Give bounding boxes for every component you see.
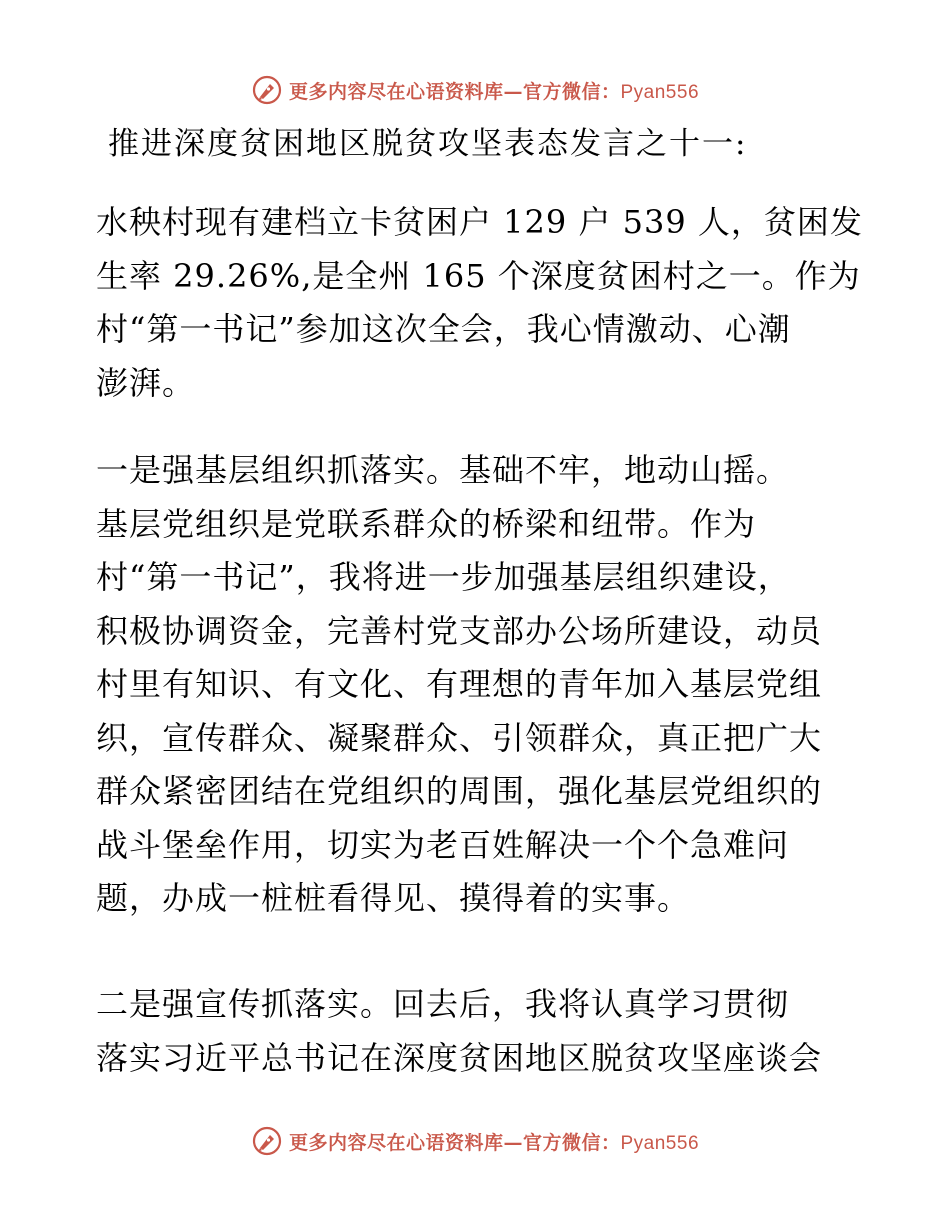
text-line: 落实习近平总书记在深度贫困地区脱贫攻坚座谈会 xyxy=(96,1038,823,1077)
header-watermark xyxy=(0,70,950,110)
pen-nib-logo-icon xyxy=(251,74,283,106)
document-title: 推进深度贫困地区脱贫攻坚表态发言之十一: xyxy=(108,126,748,162)
text-line: 村“第一书记”，我将进一步加强基层组织建设， xyxy=(96,558,791,596)
text-line: 基层党组织是党联系群众的桥梁和纽带。作为 xyxy=(96,504,757,543)
watermark-text: 更多内容尽在心语资料库—官方微信：Pyan556 xyxy=(288,1131,700,1154)
paragraph-publicity xyxy=(96,978,852,1085)
watermark-text: 更多内容尽在心语资料库—官方微信：Pyan556 xyxy=(288,80,700,103)
pen-nib-logo-icon xyxy=(251,1125,283,1157)
text-line: 群众紧密团结在党组织的周围，强化基层党组织的 xyxy=(96,772,823,810)
text-line: 水秧村现有建档立卡贫困户 129 户 539 人，贫困发 xyxy=(96,203,863,241)
text-line: 战斗堡垒作用，切实为老百姓解决一个个急难问 xyxy=(96,825,790,864)
text-line: 村“第一书记”参加这次全会，我心情激动、心潮 xyxy=(96,310,791,348)
text-line: 积极协调资金，完善村党支部办公场所建设，动员 xyxy=(96,611,823,650)
footer-watermark xyxy=(0,1121,950,1161)
text-line: 二是强宣传抓落实。回去后，我将认真学习贯彻 xyxy=(96,985,790,1023)
text-line: 织，宣传群众、凝聚群众、引领群众，真正把广大 xyxy=(96,718,823,757)
text-line: 澎湃。 xyxy=(96,363,196,402)
text-line: 一是强基层组织抓落实。基础不牢，地动山摇。 xyxy=(96,451,790,489)
text-line: 题，办成一桩桩看得见、摸得着的实事。 xyxy=(96,879,691,917)
paragraph-intro xyxy=(96,196,863,410)
paragraph-organization xyxy=(96,444,852,926)
text-line: 村里有知识、有文化、有理想的青年加入基层党组 xyxy=(96,665,823,703)
text-line: 生率 29.26%,是全州 165 个深度贫困村之一。作为 xyxy=(96,256,861,295)
